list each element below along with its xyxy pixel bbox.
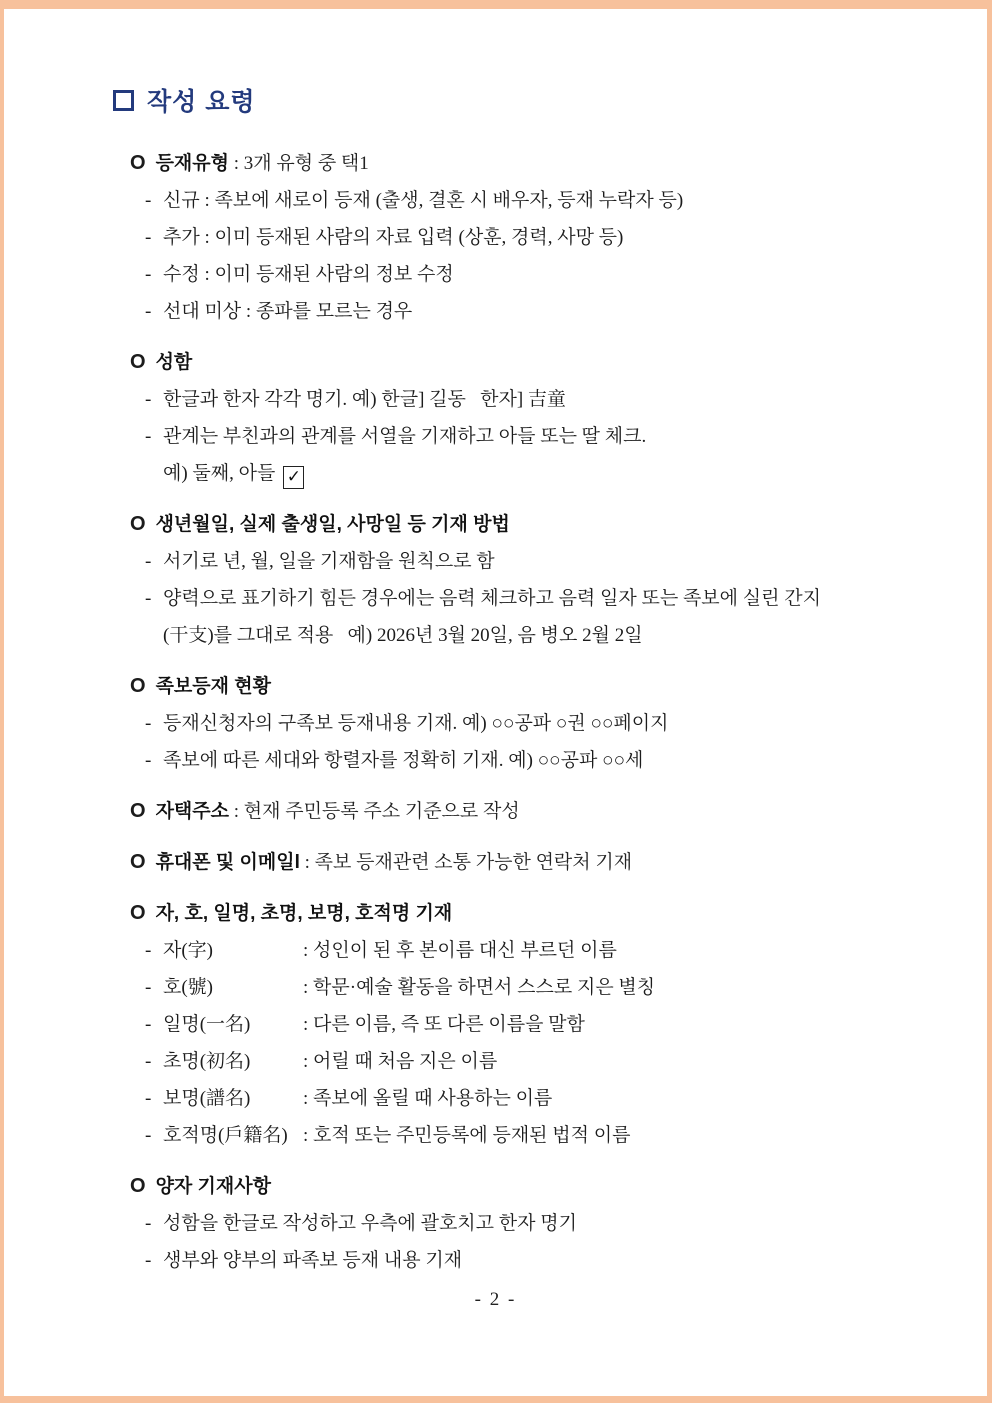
section-heading (130, 344, 927, 381)
item-text: 한글과 한자 각각 명기. 예) 한글] 길동 한자] 吉童 (163, 389, 566, 410)
item-text: 수정 : 이미 등재된 사람의 정보 수정 (163, 264, 454, 285)
section-bullet-icon: O (130, 675, 146, 697)
dash-bullet: - (145, 1051, 152, 1072)
dash-bullet: - (145, 426, 152, 447)
dash-bullet: - (145, 389, 152, 410)
item-text: 족보에 따른 세대와 항렬자를 정확히 기재. 예) ○○공파 ○○세 (163, 750, 644, 771)
dash-bullet: - (145, 1125, 152, 1146)
item-text: (干支)를 그대로 적용 예) 2026년 3월 20일, 음 병오 2월 2일 (163, 625, 643, 646)
section-heading-text: 양자 기재사항 (155, 1176, 271, 1197)
section-4 (130, 793, 927, 830)
item-text: 성함을 한글로 작성하고 우측에 괄호치고 한자 명기 (163, 1213, 577, 1234)
section-heading-text: 휴대폰 및 이메일l (155, 852, 300, 873)
list-item (130, 969, 927, 1006)
item-text: : 학문·예술 활동을 하면서 스스로 지은 별칭 (303, 977, 656, 998)
section-bullet-icon: O (130, 1175, 146, 1197)
dash-bullet: - (145, 977, 152, 998)
list-item (130, 455, 927, 492)
section-3 (130, 668, 927, 779)
section-bullet-icon: O (130, 351, 146, 373)
section-2 (130, 506, 927, 654)
list-item (130, 293, 927, 330)
section-bullet-icon: O (130, 800, 146, 822)
item-text: 신규 : 족보에 새로이 등재 (출생, 결혼 시 배우자, 등재 누락자 등) (163, 190, 684, 211)
section-1 (130, 344, 927, 492)
item-text: : 다른 이름, 즉 또 다른 이름을 말함 (303, 1014, 585, 1035)
section-heading-text: 족보등재 현황 (155, 676, 271, 697)
section-heading (130, 506, 927, 543)
list-item (130, 1006, 927, 1043)
dash-bullet: - (145, 588, 152, 609)
item-text: 등재신청자의 구족보 등재내용 기재. 예) ○○공파 ○권 ○○페이지 (163, 713, 669, 734)
definition-term: 초명(初名) (163, 1051, 251, 1072)
item-text: 서기로 년, 월, 일을 기재함을 원칙으로 함 (163, 551, 495, 572)
section-bullet-icon: O (130, 851, 146, 873)
sections (113, 145, 927, 1279)
list-item (130, 381, 927, 418)
list-item (130, 742, 927, 779)
item-text: : 어릴 때 처음 지은 이름 (303, 1051, 498, 1072)
dash-bullet: - (145, 750, 152, 771)
item-text: 관계는 부친과의 관계를 서열을 기재하고 아들 또는 딸 체크. (163, 426, 647, 447)
dash-bullet: - (145, 940, 152, 961)
list-item (130, 256, 927, 293)
list-item (130, 543, 927, 580)
list-item (130, 932, 927, 969)
list-item (130, 1242, 927, 1279)
item-text: : 성인이 된 후 본이름 대신 부르던 이름 (303, 940, 617, 961)
dash-bullet: - (145, 1213, 152, 1234)
definition-term: 자(字) (163, 940, 214, 961)
list-item (130, 182, 927, 219)
section-heading (130, 145, 927, 182)
definition-term: 호적명(戶籍名) (163, 1125, 288, 1146)
section-heading-text: 자, 호, 일명, 초명, 보명, 호적명 기재 (155, 903, 453, 924)
dash-bullet: - (145, 301, 152, 322)
definition-term: 보명(譜名) (163, 1088, 251, 1109)
section-heading (130, 668, 927, 705)
list-item (130, 1205, 927, 1242)
definition-term: 호(號) (163, 977, 214, 998)
list-item (130, 617, 927, 654)
section-5 (130, 844, 927, 881)
item-text: 추가 : 이미 등재된 사람의 자료 입력 (상훈, 경력, 사망 등) (163, 227, 624, 248)
dash-bullet: - (145, 713, 152, 734)
section-bullet-icon: O (130, 902, 146, 924)
list-item (130, 580, 927, 617)
page-title (113, 83, 927, 117)
dash-bullet: - (145, 1250, 152, 1271)
list-item (130, 1117, 927, 1154)
list-item (130, 1080, 927, 1117)
dash-bullet: - (145, 551, 152, 572)
dash-bullet: - (145, 1088, 152, 1109)
checked-checkbox-icon: ✓ (283, 466, 304, 489)
item-text: : 족보에 올릴 때 사용하는 이름 (303, 1088, 553, 1109)
item-text: 선대 미상 : 종파를 모르는 경우 (163, 301, 413, 322)
section-heading-inline: : 족보 등재관련 소통 가능한 연락처 기재 (299, 852, 633, 873)
page-title-text: 작성 요령 (147, 88, 256, 116)
section-heading-text: 등재유형 (155, 153, 229, 174)
item-text: 양력으로 표기하기 힘든 경우에는 음력 체크하고 음력 일자 또는 족보에 실린 간지 (163, 588, 821, 609)
section-heading (130, 844, 927, 881)
list-item (130, 219, 927, 256)
item-text: : 호적 또는 주민등록에 등재된 법적 이름 (303, 1125, 631, 1146)
section-heading-text: 생년월일, 실제 출생일, 사망일 등 기재 방법 (155, 514, 510, 535)
list-item (130, 418, 927, 455)
list-item (130, 1043, 927, 1080)
square-bullet-icon (113, 90, 134, 111)
definition-term: 일명(一名) (163, 1014, 251, 1035)
dash-bullet: - (145, 190, 152, 211)
section-7 (130, 1168, 927, 1279)
dash-bullet: - (145, 227, 152, 248)
section-heading-text: 성함 (155, 352, 193, 373)
section-heading-text: 자택주소 (155, 801, 229, 822)
list-item (130, 705, 927, 742)
item-text: 생부와 양부의 파족보 등재 내용 기재 (163, 1250, 463, 1271)
section-0 (130, 145, 927, 330)
dash-bullet: - (145, 264, 152, 285)
page-number: - 2 - (474, 1289, 517, 1310)
page-content (4, 9, 987, 1311)
section-heading (130, 1168, 927, 1205)
dash-bullet: - (145, 1014, 152, 1035)
section-heading (130, 793, 927, 830)
item-text: 예) 둘째, 아들 (163, 463, 276, 484)
section-bullet-icon: O (130, 152, 146, 174)
section-heading-inline: : 현재 주민등록 주소 기준으로 작성 (228, 801, 520, 822)
section-6 (130, 895, 927, 1154)
section-heading (130, 895, 927, 932)
section-heading-inline: : 3개 유형 중 택1 (228, 153, 369, 174)
section-bullet-icon: O (130, 513, 146, 535)
